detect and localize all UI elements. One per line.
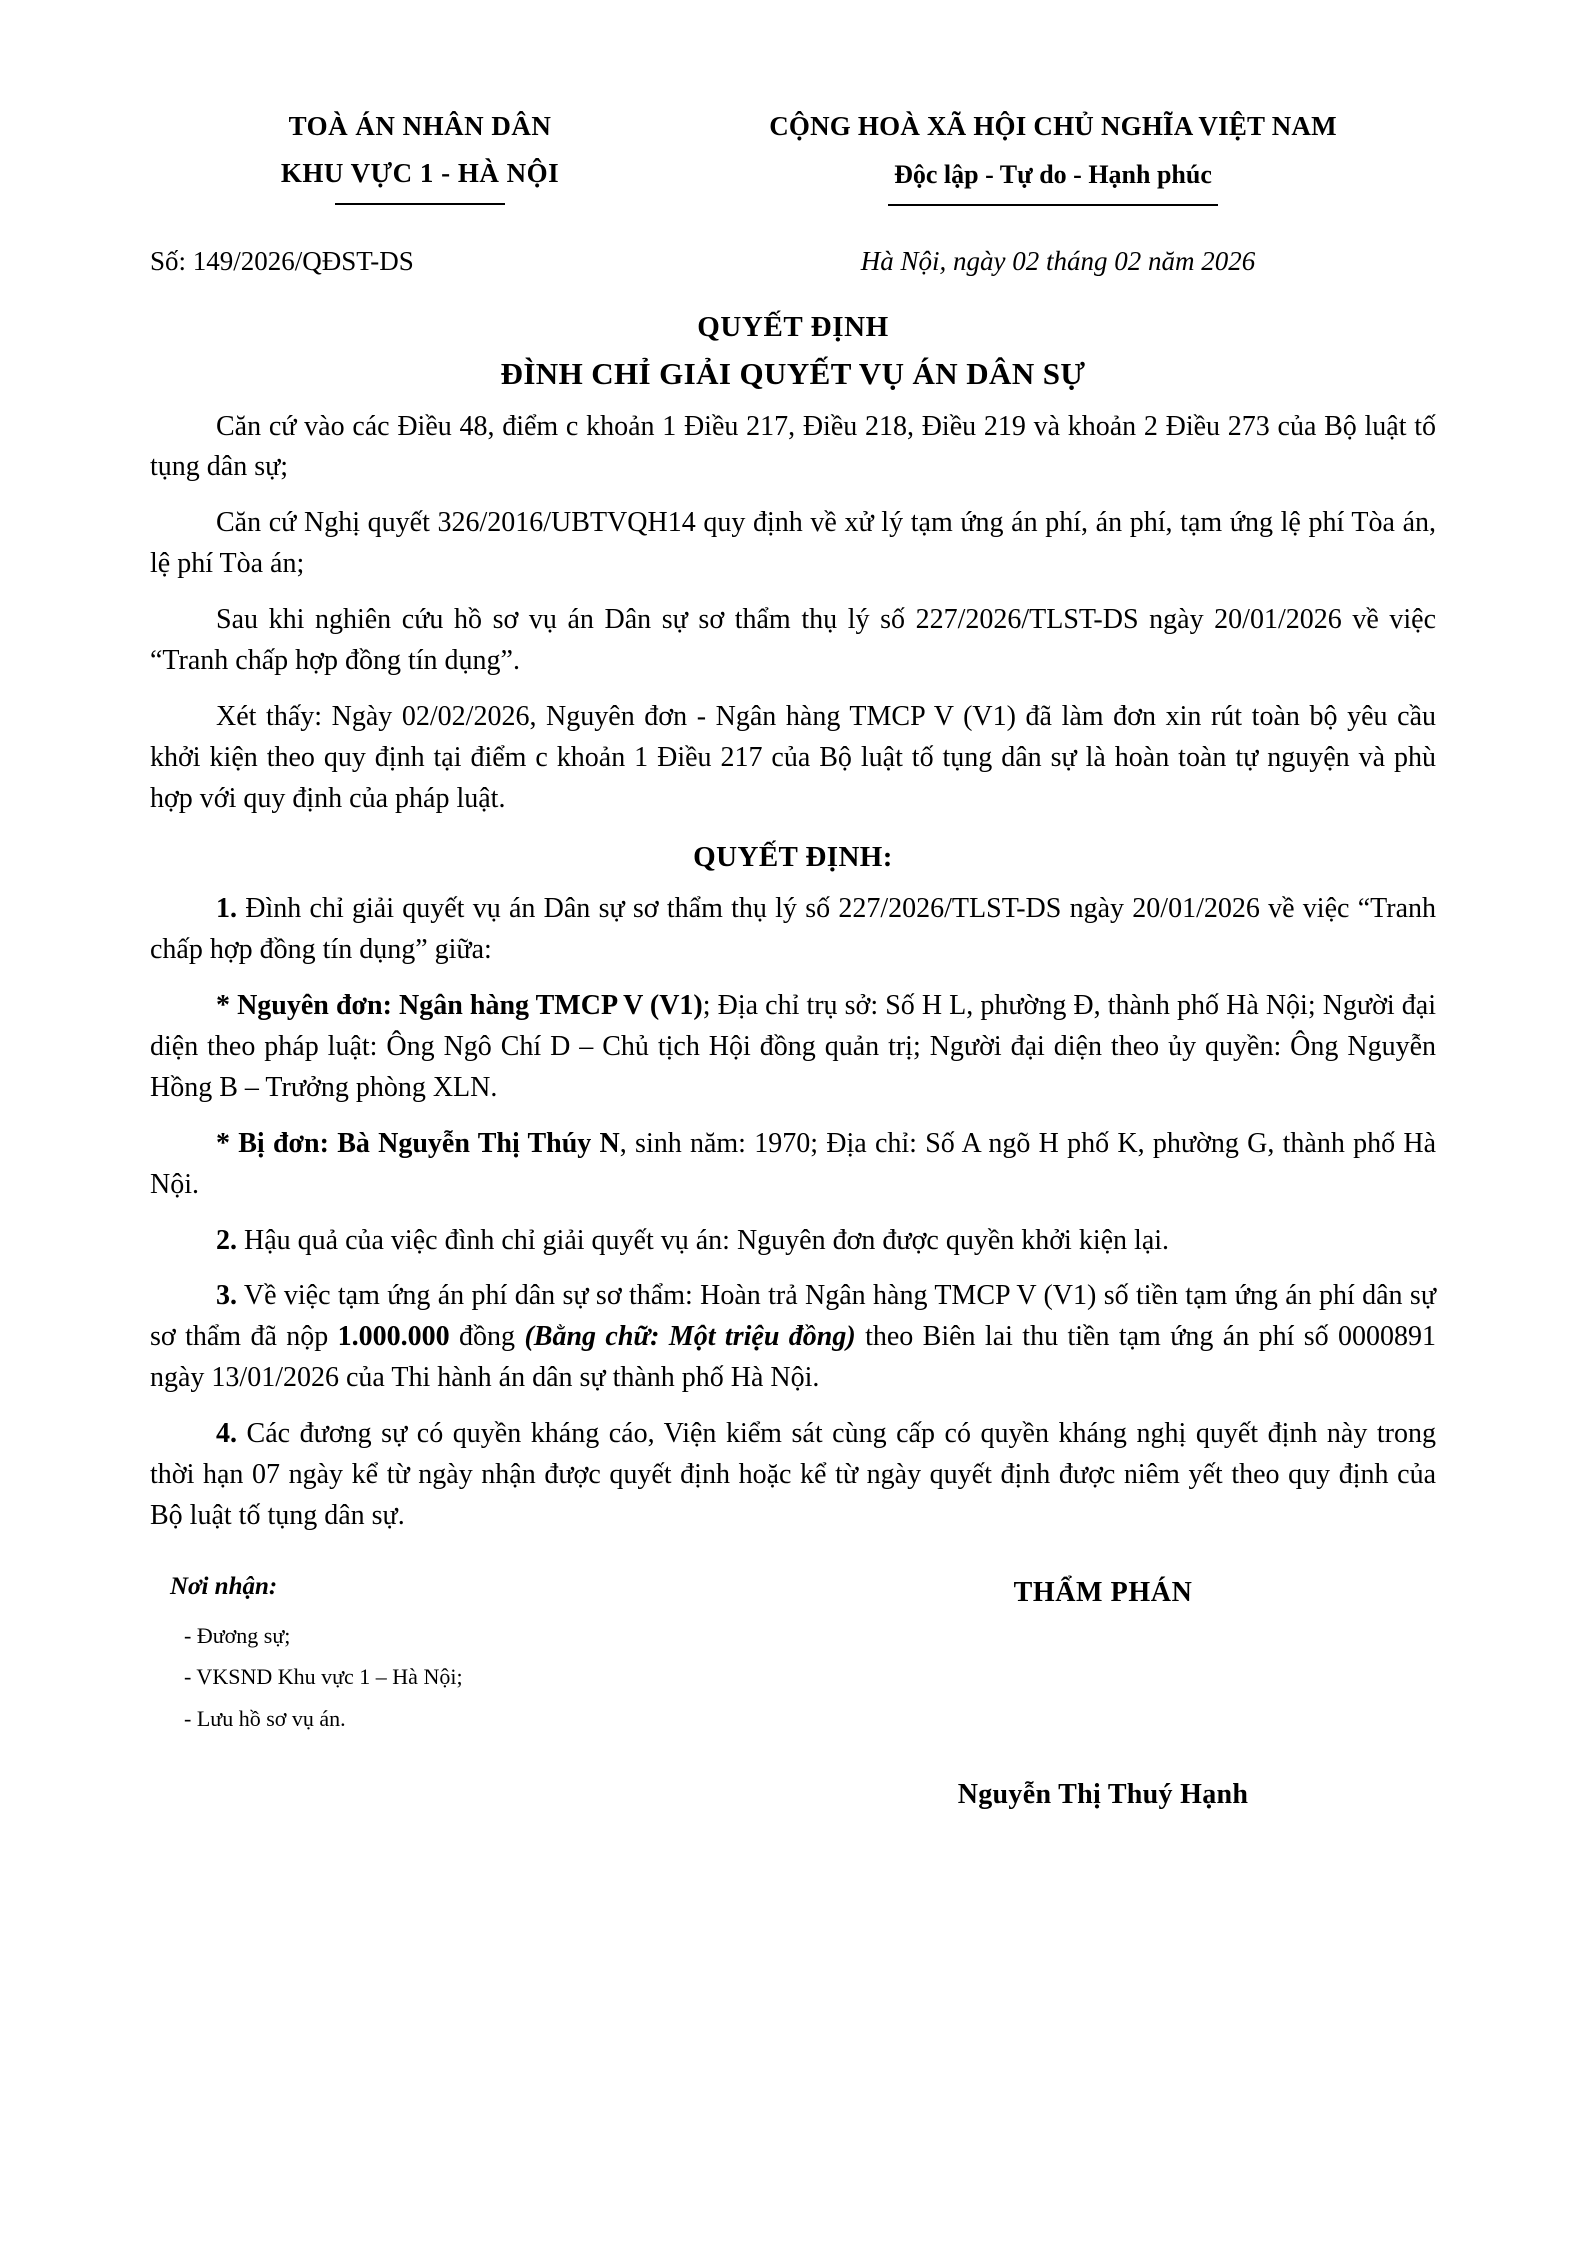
decision-item-3-text-a: Về việc tạm ứng án phí dân sự sơ thẩm: Hoàn trả Ngân hàng TMCP V (V1) số tiền tạm ứng án phí dân sự sơ thẩm đã nộp: [150, 1280, 1436, 1353]
motto-divider: [888, 204, 1218, 206]
decision-item-2-text: Hậu quả của việc đình chỉ giải quyết vụ án: Nguyên đơn được quyền khởi kiện lại.: [237, 1224, 1170, 1256]
plaintiff-paragraph: [150, 986, 1436, 1109]
place-and-date: Hà Nội, ngày 02 tháng 02 năm 2026: [860, 245, 1256, 276]
fee-amount-in-words: (Bằng chữ: Một triệu đồng): [524, 1321, 856, 1353]
issuing-authority-block: [150, 106, 660, 205]
decision-item-3: [150, 1276, 1436, 1399]
defendant-paragraph: [150, 1124, 1436, 1206]
decision-item-4-number: 4.: [216, 1418, 237, 1449]
document-title: QUYẾT ĐỊNH: [697, 310, 889, 343]
document-header: [150, 106, 1436, 206]
document-footer: [150, 1573, 1436, 1811]
decision-item-1-number: 1.: [216, 893, 237, 925]
plaintiff-label: * Nguyên đơn: Ngân hàng TMCP V (V1): [216, 990, 703, 1022]
decision-item-4-text: Các đương sự có quyền kháng cáo, Viện kiểm sát cùng cấp có quyền kháng nghị quyết định này trong thời hạn 07 ngày kể từ ngày nhận được quyết định hoặc kể từ ngày quyết định được niêm yết theo quy định của Bộ luật tố tụng dân sự.: [150, 1418, 1436, 1531]
recipient-item: - VKSND Khu vực 1 – Hà Nội;: [184, 1664, 463, 1690]
court-name-line2: KHU VỰC 1 - HÀ NỘI: [280, 157, 560, 188]
decision-item-2: [150, 1221, 1436, 1262]
recipients-title: Nơi nhận:: [170, 1572, 278, 1600]
court-name-line1: TOÀ ÁN NHÂN DÂN: [288, 111, 552, 141]
judge-name: Nguyễn Thị Thuý Hạnh: [957, 1778, 1249, 1810]
decision-item-1: [150, 889, 1436, 971]
plaintiff-details: ; Địa chỉ trụ sở: Số H L, phường Đ, thành phố Hà Nội; Người đại diện theo pháp luật: Ông Ngô Chí D – Chủ tịch Hội đồng quản trị; Người đại diện theo ủy quyền: Ông Nguyễn Hồng B – Trưởng phòng XLN.: [150, 990, 1436, 1103]
document-number: Số: 149/2026/QĐST-DS: [150, 245, 414, 276]
preamble-paragraph-1: Căn cứ vào các Điều 48, điểm c khoản 1 Điều 217, Điều 218, Điều 219 và khoản 2 Điều 273 của Bộ luật tố tụng dân sự;: [150, 410, 1436, 483]
national-title: CỘNG HOÀ XÃ HỘI CHỦ NGHĨA VIỆT NAM: [769, 111, 1337, 141]
recipients-block: [150, 1573, 790, 1811]
document-subtitle: ĐÌNH CHỈ GIẢI QUYẾT VỤ ÁN DÂN SỰ: [500, 355, 1086, 391]
decision-item-2-number: 2.: [216, 1224, 237, 1256]
decision-item-3-text-c: theo Biên lai thu tiền tạm ứng án phí số 0000891 ngày 13/01/2026 của Thi hành án dân sự thành phố Hà Nội.: [150, 1321, 1437, 1394]
authority-divider: [335, 203, 505, 205]
national-motto: Độc lập - Tự do - Hạnh phúc: [894, 159, 1212, 189]
preamble-paragraph-4: Xét thấy: Ngày 02/02/2026, Nguyên đơn - Ngân hàng TMCP V (V1) đã làm đơn xin rút toàn bộ yêu cầu khởi kiện theo quy định tại điểm c khoản 1 Điều 217 của Bộ luật tố tụng dân sự là hoàn toàn tự nguyện và phù hợp với quy định của pháp luật.: [150, 700, 1436, 814]
judge-title: THẨM PHÁN: [1013, 1576, 1193, 1608]
preamble-paragraph-2: Căn cứ Nghị quyết 326/2016/UBTVQH14 quy định về xử lý tạm ứng án phí, án phí, tạm ứng lệ phí Tòa án, lệ phí Tòa án;: [150, 507, 1436, 580]
decision-heading: QUYẾT ĐỊNH:: [693, 841, 893, 874]
national-heading-block: [660, 106, 1436, 206]
decision-item-3-text-b: đồng: [449, 1321, 525, 1353]
decision-item-3-number: 3.: [216, 1280, 237, 1312]
preamble-paragraph-3: Sau khi nghiên cứu hồ sơ vụ án Dân sự sơ thẩm thụ lý số 227/2026/TLST-DS ngày 20/01/2026 về việc “Tranh chấp hợp đồng tín dụng”.: [150, 604, 1436, 676]
defendant-label: * Bị đơn: Bà Nguyễn Thị Thúy N: [216, 1127, 620, 1159]
document-meta-row: [150, 246, 1436, 277]
decision-item-4: [150, 1414, 1436, 1537]
defendant-details: , sinh năm: 1970; Địa chỉ: Số A ngõ H phố K, phường G, thành phố Hà Nội.: [150, 1127, 1437, 1200]
decision-item-1-text: Đình chỉ giải quyết vụ án Dân sự sơ thẩm thụ lý số 227/2026/TLST-DS ngày 20/01/2026 về việc “Tranh chấp hợp đồng tín dụng” giữa:: [150, 893, 1436, 966]
signature-block: [790, 1573, 1436, 1811]
recipient-item: - Đương sự;: [184, 1622, 291, 1648]
recipient-item: - Lưu hồ sơ vụ án.: [184, 1706, 346, 1732]
fee-amount: 1.000.000: [337, 1321, 450, 1353]
